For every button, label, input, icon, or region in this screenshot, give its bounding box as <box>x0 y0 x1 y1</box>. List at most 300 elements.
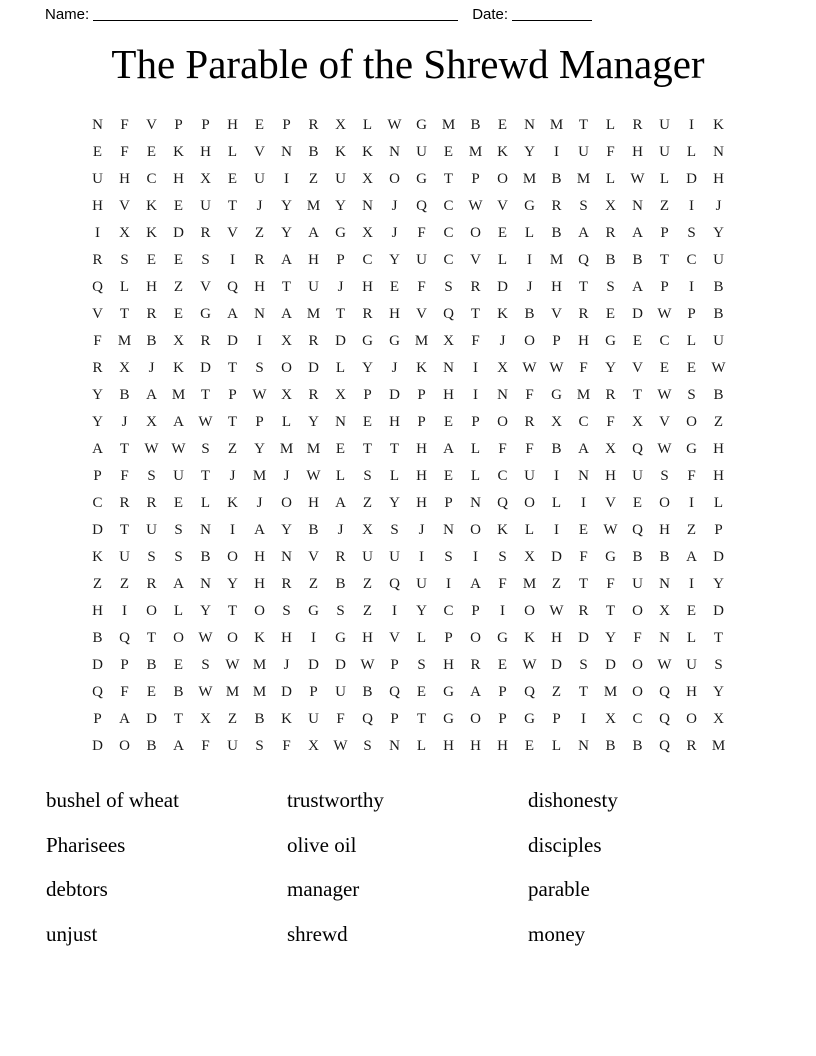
grid-letter[interactable]: C <box>443 198 454 214</box>
grid-letter[interactable]: W <box>603 522 618 538</box>
grid-letter[interactable]: Y <box>254 441 265 457</box>
grid-letter[interactable]: Y <box>92 387 103 403</box>
grid-letter[interactable]: T <box>200 387 211 403</box>
grid-letter[interactable]: U <box>686 657 697 673</box>
grid-letter[interactable]: A <box>92 441 103 457</box>
grid-letter[interactable]: A <box>254 522 265 538</box>
grid-letter[interactable]: D <box>92 657 103 673</box>
grid-letter[interactable]: A <box>686 549 697 565</box>
grid-letter[interactable]: E <box>686 360 697 376</box>
grid-letter[interactable]: Y <box>713 225 724 241</box>
grid-letter[interactable]: J <box>256 495 263 511</box>
grid-letter[interactable]: P <box>120 657 129 673</box>
word-list-item[interactable]: olive oil <box>287 832 357 857</box>
grid-letter[interactable]: G <box>524 711 535 727</box>
grid-letter[interactable]: L <box>551 495 562 511</box>
grid-letter[interactable]: W <box>144 441 159 457</box>
grid-letter[interactable]: L <box>416 738 427 754</box>
word-list-item[interactable]: money <box>528 921 586 946</box>
grid-letter[interactable]: B <box>362 684 373 700</box>
grid-letter[interactable]: C <box>497 468 508 484</box>
grid-letter[interactable]: W <box>657 657 672 673</box>
grid-letter[interactable]: F <box>201 738 210 754</box>
grid-letter[interactable]: F <box>498 441 507 457</box>
grid-letter[interactable]: X <box>200 171 211 187</box>
grid-letter[interactable]: W <box>522 360 537 376</box>
grid-letter[interactable]: U <box>362 549 373 565</box>
grid-letter[interactable]: D <box>686 171 697 187</box>
grid-letter[interactable]: B <box>524 306 535 322</box>
grid-letter[interactable]: O <box>470 630 481 646</box>
grid-letter[interactable]: G <box>416 171 427 187</box>
grid-letter[interactable]: B <box>551 225 562 241</box>
grid-letter[interactable]: D <box>632 306 643 322</box>
grid-letter[interactable]: Y <box>362 360 373 376</box>
grid-letter[interactable]: I <box>527 252 532 268</box>
grid-letter[interactable]: R <box>470 657 481 673</box>
grid-letter[interactable]: R <box>92 252 103 268</box>
grid-letter[interactable]: H <box>686 684 697 700</box>
grid-letter[interactable]: Z <box>308 171 319 187</box>
grid-letter[interactable]: S <box>363 738 372 754</box>
grid-letter[interactable]: H <box>443 738 454 754</box>
grid-letter[interactable]: W <box>198 414 213 430</box>
grid-letter[interactable]: J <box>418 522 425 538</box>
grid-letter[interactable]: M <box>603 684 618 700</box>
grid-letter[interactable]: T <box>362 441 373 457</box>
grid-letter[interactable]: N <box>92 117 103 133</box>
grid-letter[interactable]: F <box>606 144 615 160</box>
grid-letter[interactable]: N <box>713 144 724 160</box>
grid-letter[interactable]: J <box>337 522 344 538</box>
grid-letter[interactable]: G <box>389 333 400 349</box>
grid-letter[interactable]: C <box>146 171 157 187</box>
grid-letter[interactable]: H <box>713 441 724 457</box>
grid-letter[interactable]: D <box>308 657 319 673</box>
grid-letter[interactable]: O <box>632 657 643 673</box>
grid-letter[interactable]: H <box>443 657 454 673</box>
grid-letter[interactable]: I <box>554 144 559 160</box>
grid-letter[interactable]: D <box>200 360 211 376</box>
grid-letter[interactable]: R <box>632 117 643 133</box>
grid-letter[interactable]: H <box>416 468 427 484</box>
grid-letter[interactable]: K <box>497 144 508 160</box>
grid-letter[interactable]: D <box>92 522 103 538</box>
grid-letter[interactable]: G <box>443 684 454 700</box>
grid-letter[interactable]: Y <box>605 630 616 646</box>
grid-letter[interactable]: I <box>392 603 397 619</box>
grid-letter[interactable]: D <box>713 549 724 565</box>
grid-letter[interactable]: F <box>336 711 345 727</box>
grid-letter[interactable]: R <box>200 225 211 241</box>
grid-letter[interactable]: N <box>632 198 643 214</box>
grid-letter[interactable]: B <box>308 522 319 538</box>
grid-letter[interactable]: Y <box>524 144 535 160</box>
grid-letter[interactable]: V <box>119 198 130 214</box>
grid-letter[interactable]: Q <box>92 684 103 700</box>
grid-letter[interactable]: P <box>282 117 291 133</box>
grid-letter[interactable]: A <box>335 495 346 511</box>
grid-letter[interactable]: H <box>389 306 400 322</box>
grid-letter[interactable]: S <box>336 603 345 619</box>
grid-letter[interactable]: X <box>281 333 292 349</box>
grid-letter[interactable]: G <box>362 333 373 349</box>
grid-letter[interactable]: S <box>579 198 588 214</box>
grid-letter[interactable]: T <box>713 630 724 646</box>
grid-letter[interactable]: C <box>443 225 454 241</box>
grid-letter[interactable]: U <box>416 144 427 160</box>
grid-letter[interactable]: L <box>713 495 724 511</box>
grid-letter[interactable]: U <box>416 252 427 268</box>
grid-letter[interactable]: W <box>198 684 213 700</box>
grid-letter[interactable]: D <box>497 279 508 295</box>
grid-letter[interactable]: H <box>254 279 265 295</box>
grid-letter[interactable]: S <box>444 279 453 295</box>
word-list-item[interactable]: manager <box>287 877 360 901</box>
grid-letter[interactable]: I <box>689 198 694 214</box>
grid-letter[interactable]: U <box>92 171 103 187</box>
grid-letter[interactable]: T <box>659 252 670 268</box>
grid-letter[interactable]: N <box>659 630 670 646</box>
grid-letter[interactable]: J <box>391 198 398 214</box>
grid-letter[interactable]: M <box>441 117 456 133</box>
grid-letter[interactable]: C <box>92 495 103 511</box>
grid-letter[interactable]: H <box>362 279 373 295</box>
grid-letter[interactable]: S <box>687 387 696 403</box>
grid-letter[interactable]: L <box>389 468 400 484</box>
grid-letter[interactable]: X <box>362 171 373 187</box>
grid-letter[interactable]: S <box>606 279 615 295</box>
grid-letter[interactable]: V <box>659 414 670 430</box>
grid-letter[interactable]: O <box>254 603 265 619</box>
grid-letter[interactable]: G <box>308 603 319 619</box>
grid-letter[interactable]: X <box>119 225 130 241</box>
grid-letter[interactable]: O <box>686 414 697 430</box>
grid-letter[interactable]: R <box>335 549 346 565</box>
grid-letter[interactable]: N <box>443 360 454 376</box>
grid-letter[interactable]: V <box>416 306 427 322</box>
grid-letter[interactable]: J <box>499 333 506 349</box>
grid-letter[interactable]: J <box>256 198 263 214</box>
grid-letter[interactable]: X <box>605 441 616 457</box>
grid-letter[interactable]: T <box>578 576 589 592</box>
grid-letter[interactable]: I <box>284 171 289 187</box>
grid-letter[interactable]: T <box>227 198 238 214</box>
grid-letter[interactable]: W <box>657 441 672 457</box>
grid-letter[interactable]: U <box>632 576 643 592</box>
grid-letter[interactable]: R <box>686 738 697 754</box>
grid-letter[interactable]: N <box>389 144 400 160</box>
grid-letter[interactable]: O <box>227 630 238 646</box>
grid-letter[interactable]: L <box>335 360 346 376</box>
grid-letter[interactable]: W <box>171 441 186 457</box>
grid-letter[interactable]: O <box>659 495 670 511</box>
grid-letter[interactable]: R <box>92 360 103 376</box>
grid-letter[interactable]: P <box>390 657 399 673</box>
grid-letter[interactable]: W <box>252 387 267 403</box>
grid-letter[interactable]: D <box>308 360 319 376</box>
grid-letter[interactable]: U <box>713 252 724 268</box>
grid-letter[interactable]: U <box>578 144 589 160</box>
grid-letter[interactable]: B <box>632 738 643 754</box>
grid-letter[interactable]: I <box>122 603 127 619</box>
grid-letter[interactable]: P <box>714 522 723 538</box>
grid-letter[interactable]: Q <box>92 279 103 295</box>
grid-letter[interactable]: T <box>605 603 616 619</box>
grid-letter[interactable]: E <box>443 414 454 430</box>
name-write-in-line[interactable] <box>93 8 458 21</box>
grid-letter[interactable]: P <box>309 684 318 700</box>
grid-letter[interactable]: G <box>686 441 697 457</box>
grid-letter[interactable]: R <box>146 576 157 592</box>
grid-letter[interactable]: C <box>362 252 373 268</box>
grid-letter[interactable]: B <box>551 171 562 187</box>
grid-letter[interactable]: H <box>281 630 292 646</box>
grid-letter[interactable]: P <box>417 414 426 430</box>
grid-letter[interactable]: E <box>173 198 184 214</box>
grid-letter[interactable]: Y <box>713 684 724 700</box>
grid-letter[interactable]: E <box>227 171 238 187</box>
grid-letter[interactable]: X <box>497 360 508 376</box>
grid-letter[interactable]: O <box>389 171 400 187</box>
grid-letter[interactable]: A <box>578 225 589 241</box>
grid-letter[interactable]: P <box>174 117 183 133</box>
grid-letter[interactable]: P <box>255 414 264 430</box>
grid-letter[interactable]: L <box>497 252 508 268</box>
grid-letter[interactable]: M <box>252 657 267 673</box>
grid-letter[interactable]: D <box>227 333 238 349</box>
grid-letter[interactable]: I <box>419 549 424 565</box>
grid-letter[interactable]: M <box>306 306 321 322</box>
grid-letter[interactable]: E <box>335 441 346 457</box>
grid-letter[interactable]: U <box>308 279 319 295</box>
grid-letter[interactable]: S <box>201 252 210 268</box>
grid-letter[interactable]: K <box>713 117 724 133</box>
grid-letter[interactable]: K <box>146 225 157 241</box>
grid-letter[interactable]: D <box>335 657 346 673</box>
grid-letter[interactable]: B <box>713 279 724 295</box>
grid-letter[interactable]: A <box>632 279 643 295</box>
grid-letter[interactable]: R <box>146 306 157 322</box>
grid-letter[interactable]: L <box>605 171 616 187</box>
grid-letter[interactable]: H <box>173 171 184 187</box>
grid-letter[interactable]: P <box>336 252 345 268</box>
grid-letter[interactable]: A <box>281 306 292 322</box>
grid-letter[interactable]: I <box>473 387 478 403</box>
grid-letter[interactable]: D <box>146 711 157 727</box>
grid-letter[interactable]: V <box>551 306 562 322</box>
grid-letter[interactable]: S <box>498 549 507 565</box>
grid-letter[interactable]: D <box>713 603 724 619</box>
grid-letter[interactable]: A <box>119 711 130 727</box>
grid-letter[interactable]: P <box>93 711 102 727</box>
grid-letter[interactable]: N <box>659 576 670 592</box>
grid-letter[interactable]: Y <box>605 360 616 376</box>
grid-letter[interactable]: X <box>524 549 535 565</box>
grid-letter[interactable]: P <box>444 495 453 511</box>
grid-letter[interactable]: I <box>257 333 262 349</box>
grid-letter[interactable]: U <box>389 549 400 565</box>
grid-letter[interactable]: V <box>497 198 508 214</box>
word-list-item[interactable]: shrewd <box>287 921 348 946</box>
grid-letter[interactable]: R <box>308 333 319 349</box>
grid-letter[interactable]: A <box>173 738 184 754</box>
grid-letter[interactable]: E <box>362 414 373 430</box>
grid-letter[interactable]: Z <box>551 684 562 700</box>
grid-letter[interactable]: X <box>659 603 670 619</box>
grid-letter[interactable]: S <box>660 468 669 484</box>
grid-letter[interactable]: A <box>146 387 157 403</box>
grid-letter[interactable]: H <box>227 117 238 133</box>
grid-letter[interactable]: G <box>416 117 427 133</box>
grid-letter[interactable]: U <box>524 468 535 484</box>
grid-letter[interactable]: O <box>524 603 535 619</box>
grid-letter[interactable]: G <box>200 306 211 322</box>
grid-letter[interactable]: R <box>308 117 319 133</box>
grid-letter[interactable]: I <box>230 252 235 268</box>
grid-letter[interactable]: M <box>711 738 726 754</box>
grid-letter[interactable]: F <box>525 387 534 403</box>
grid-letter[interactable]: C <box>686 252 697 268</box>
grid-letter[interactable]: U <box>713 333 724 349</box>
grid-letter[interactable]: H <box>254 576 265 592</box>
grid-letter[interactable]: P <box>228 387 237 403</box>
grid-letter[interactable]: M <box>576 387 591 403</box>
grid-letter[interactable]: V <box>146 117 157 133</box>
grid-letter[interactable]: M <box>252 684 267 700</box>
grid-letter[interactable]: B <box>659 549 670 565</box>
grid-letter[interactable]: E <box>497 657 508 673</box>
grid-letter[interactable]: J <box>391 360 398 376</box>
grid-letter[interactable]: X <box>200 711 211 727</box>
grid-letter[interactable]: W <box>630 171 645 187</box>
grid-letter[interactable]: V <box>92 306 103 322</box>
grid-letter[interactable]: M <box>117 333 132 349</box>
grid-letter[interactable]: F <box>633 630 642 646</box>
grid-letter[interactable]: D <box>551 549 562 565</box>
grid-letter[interactable]: A <box>470 684 481 700</box>
grid-letter[interactable]: B <box>335 576 346 592</box>
grid-letter[interactable]: P <box>552 333 561 349</box>
grid-letter[interactable]: Z <box>227 441 238 457</box>
grid-letter[interactable]: Z <box>551 576 562 592</box>
grid-letter[interactable]: L <box>200 495 211 511</box>
grid-letter[interactable]: P <box>498 684 507 700</box>
grid-letter[interactable]: K <box>362 144 373 160</box>
grid-letter[interactable]: F <box>471 333 480 349</box>
grid-letter[interactable]: O <box>173 630 184 646</box>
grid-letter[interactable]: R <box>551 198 562 214</box>
grid-letter[interactable]: I <box>689 279 694 295</box>
grid-letter[interactable]: O <box>281 360 292 376</box>
grid-letter[interactable]: M <box>549 252 564 268</box>
grid-letter[interactable]: O <box>632 684 643 700</box>
grid-letter[interactable]: T <box>119 306 130 322</box>
grid-letter[interactable]: A <box>173 414 184 430</box>
grid-letter[interactable]: Q <box>227 279 238 295</box>
grid-letter[interactable]: X <box>308 738 319 754</box>
grid-letter[interactable]: H <box>416 495 427 511</box>
grid-letter[interactable]: R <box>578 306 589 322</box>
grid-letter[interactable]: A <box>308 225 319 241</box>
grid-letter[interactable]: S <box>201 441 210 457</box>
grid-letter[interactable]: N <box>281 144 292 160</box>
grid-letter[interactable]: P <box>417 387 426 403</box>
grid-letter[interactable]: W <box>198 630 213 646</box>
grid-letter[interactable]: S <box>147 549 156 565</box>
grid-letter[interactable]: Y <box>281 522 292 538</box>
grid-letter[interactable]: V <box>632 360 643 376</box>
grid-letter[interactable]: S <box>363 468 372 484</box>
grid-letter[interactable]: P <box>471 603 480 619</box>
grid-letter[interactable]: S <box>714 657 723 673</box>
grid-letter[interactable]: H <box>92 603 103 619</box>
grid-letter[interactable]: B <box>200 549 211 565</box>
grid-letter[interactable]: L <box>227 144 238 160</box>
grid-letter[interactable]: L <box>470 441 481 457</box>
grid-letter[interactable]: G <box>605 333 616 349</box>
grid-letter[interactable]: Y <box>227 576 238 592</box>
grid-letter[interactable]: B <box>632 549 643 565</box>
word-list-item[interactable]: disciples <box>528 832 602 857</box>
grid-letter[interactable]: G <box>605 549 616 565</box>
grid-letter[interactable]: L <box>686 630 697 646</box>
grid-letter[interactable]: U <box>335 684 346 700</box>
grid-letter[interactable]: H <box>389 414 400 430</box>
grid-letter[interactable]: W <box>549 360 564 376</box>
grid-letter[interactable]: Q <box>416 198 427 214</box>
word-list-item[interactable]: debtors <box>46 877 108 901</box>
grid-letter[interactable]: L <box>335 468 346 484</box>
grid-letter[interactable]: C <box>632 711 643 727</box>
grid-letter[interactable]: U <box>119 549 130 565</box>
grid-letter[interactable]: W <box>360 657 375 673</box>
grid-letter[interactable]: E <box>443 144 454 160</box>
grid-letter[interactable]: A <box>470 576 481 592</box>
grid-letter[interactable]: H <box>713 171 724 187</box>
grid-letter[interactable]: L <box>605 117 616 133</box>
grid-letter[interactable]: A <box>578 441 589 457</box>
grid-letter[interactable]: P <box>471 171 480 187</box>
grid-letter[interactable]: V <box>254 144 265 160</box>
grid-letter[interactable]: T <box>119 441 130 457</box>
grid-letter[interactable]: Q <box>497 495 508 511</box>
grid-letter[interactable]: Z <box>362 576 373 592</box>
grid-letter[interactable]: E <box>92 144 103 160</box>
grid-letter[interactable]: K <box>335 144 346 160</box>
grid-letter[interactable]: P <box>660 279 669 295</box>
grid-letter[interactable]: D <box>281 684 292 700</box>
grid-letter[interactable]: L <box>470 468 481 484</box>
grid-letter[interactable]: I <box>311 630 316 646</box>
grid-letter[interactable]: D <box>92 738 103 754</box>
grid-letter[interactable]: F <box>606 414 615 430</box>
grid-letter[interactable]: T <box>389 441 400 457</box>
grid-letter[interactable]: W <box>657 306 672 322</box>
grid-letter[interactable]: J <box>283 468 290 484</box>
grid-letter[interactable]: U <box>254 171 265 187</box>
grid-letter[interactable]: L <box>686 333 697 349</box>
grid-letter[interactable]: B <box>605 738 616 754</box>
grid-letter[interactable]: W <box>549 603 564 619</box>
grid-letter[interactable]: X <box>362 522 373 538</box>
grid-letter[interactable]: J <box>715 198 722 214</box>
grid-letter[interactable]: R <box>605 225 616 241</box>
grid-letter[interactable]: H <box>632 144 643 160</box>
grid-letter[interactable]: K <box>497 306 508 322</box>
grid-letter[interactable]: Q <box>524 684 535 700</box>
grid-letter[interactable]: A <box>281 252 292 268</box>
